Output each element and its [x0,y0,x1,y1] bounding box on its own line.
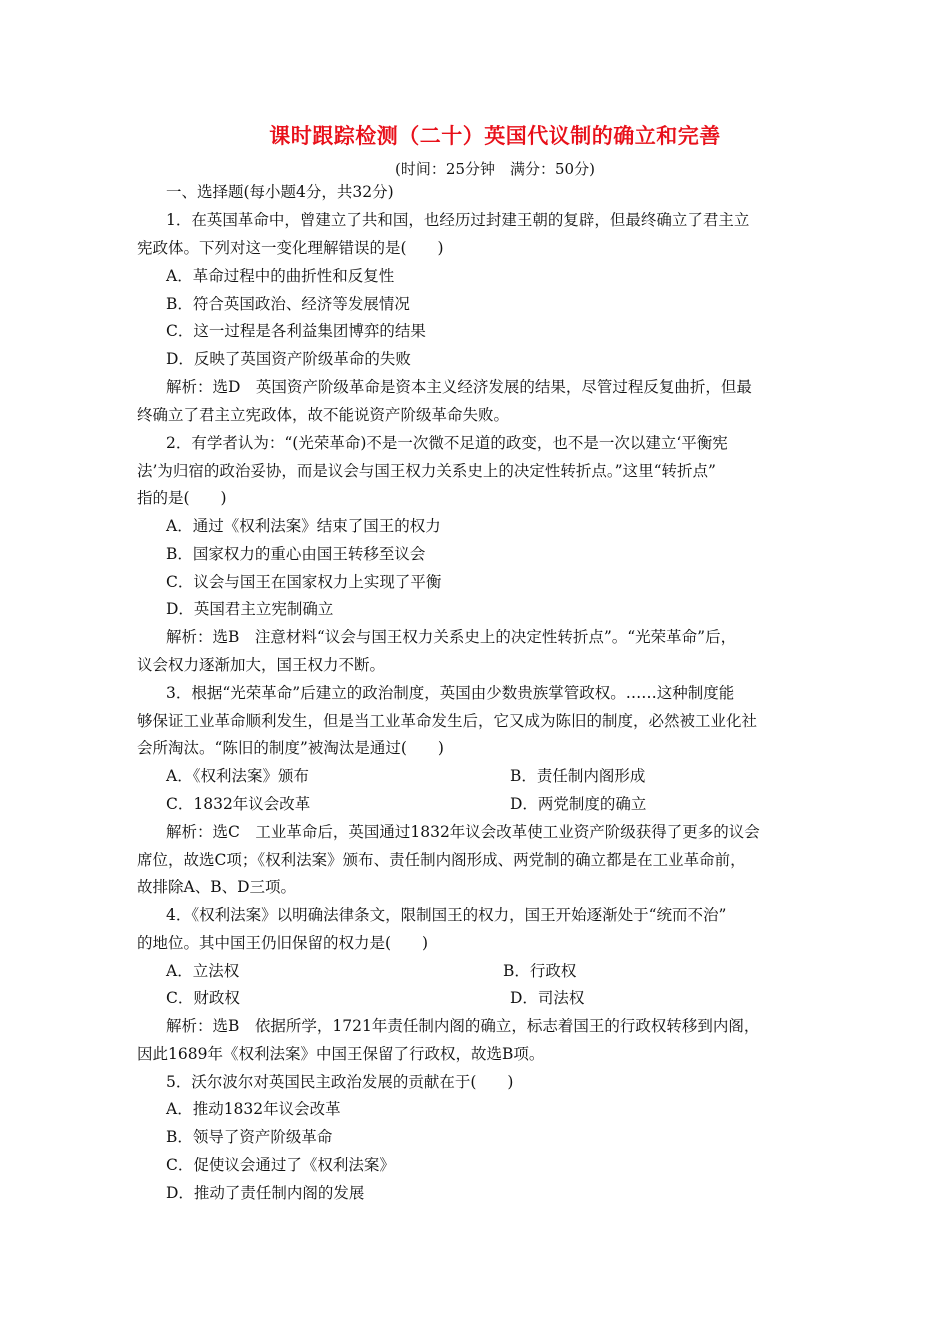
q3-option-b: B．责任制内阁形成 [510,767,646,785]
q2-option-c: C．议会与国王在国家权力上实现了平衡 [166,573,442,591]
q4-answer-line: 因此1689年《权利法案》中国王保留了行政权，故选B项。 [137,1045,545,1063]
q4-stem-line: 4．《权利法案》以明确法律条文，限制国王的权力，国王开始逐渐处于“统而不治” [166,906,727,924]
q3-stem-line: 够保证工业革命顺利发生，但是当工业革命发生后，它又成为陈旧的制度，必然被工业化社 [137,712,758,730]
q5-stem-line: 5．沃尔波尔对英国民主政治发展的贡献在于( ) [166,1073,514,1091]
section-heading: 一、选择题(每小题4分，共32分) [166,183,394,201]
q2-stem-line: 指的是( ) [137,489,227,507]
q3-stem-line: 会所淘汰。“陈旧的制度”被淘汰是通过( ) [137,739,444,757]
q2-option-d: D．英国君主立宪制确立 [166,600,334,618]
q1-option-b: B．符合英国政治、经济等发展情况 [166,295,410,313]
q4-option-d: D．司法权 [510,989,585,1007]
q1-option-d: D．反映了英国资产阶级革命的失败 [166,350,411,368]
q4-option-a: A．立法权 [166,962,240,980]
page-title: 课时跟踪检测（二十）英国代议制的确立和完善 [269,123,721,148]
q1-stem-line: 1．在英国革命中，曾建立了共和国，也经历过封建王朝的复辟，但最终确立了君主立 [166,211,750,229]
q2-option-a: A．通过《权利法案》结束了国王的权力 [166,517,441,535]
page-subtitle: (时间：25分钟 满分：50分) [395,160,595,178]
q1-answer-line: 终确立了君主立宪政体，故不能说资产阶级革命失败。 [137,406,510,424]
q2-answer-line: 议会权力逐渐加大，国王权力不断。 [137,656,386,674]
q5-option-d: D．推动了责任制内阁的发展 [166,1184,365,1202]
q3-option-a: A．《权利法案》颁布 [166,767,309,785]
q3-stem-line: 3．根据“光荣革命”后建立的政治制度，英国由少数贵族掌管政权。……这种制度能 [166,684,735,702]
q5-option-c: C．促使议会通过了《权利法案》 [166,1156,395,1174]
q1-option-a: A．革命过程中的曲折性和反复性 [166,267,395,285]
q5-option-a: A．推动1832年议会改革 [166,1100,341,1118]
q3-answer-line: 解析：选C 工业革命后，英国通过1832年议会改革使工业资产阶级获得了更多的议会 [166,823,760,841]
q3-answer-line: 席位，故选C项；《权利法案》颁布、责任制内阁形成、两党制的确立都是在工业革命前， [137,851,746,869]
q3-option-d: D．两党制度的确立 [510,795,647,813]
q1-stem-line: 宪政体。下列对这一变化理解错误的是( ) [137,239,444,257]
q2-option-b: B．国家权力的重心由国王转移至议会 [166,545,426,563]
q2-stem-line: 法’为归宿的政治妥协，而是议会与国王权力关系史上的决定性转折点。”这里“转折点” [137,462,716,480]
q4-answer-line: 解析：选B 依据所学，1721年责任制内阁的确立，标志着国王的行政权转移到内阁， [166,1017,760,1035]
q1-answer-line: 解析：选D 英国资产阶级革命是资本主义经济发展的结果，尽管过程反复曲折，但最 [166,378,752,396]
q4-option-b: B．行政权 [503,962,577,980]
q3-answer-line: 故排除A、B、D三项。 [137,878,297,896]
q5-option-b: B．领导了资产阶级革命 [166,1128,333,1146]
q2-answer-line: 解析：选B 注意材料“议会与国王权力关系史上的决定性转折点”。“光荣革命”后， [166,628,737,646]
q1-option-c: C．这一过程是各利益集团博弈的结果 [166,322,426,340]
q4-stem-line: 的地位。其中国王仍旧保留的权力是( ) [137,934,429,952]
q4-option-c: C．财政权 [166,989,240,1007]
q2-stem-line: 2．有学者认为：“(光荣革命)不是一次微不足道的政变，也不是一次以建立‘平衡宪 [166,434,728,452]
q3-option-c: C．1832年议会改革 [166,795,311,813]
